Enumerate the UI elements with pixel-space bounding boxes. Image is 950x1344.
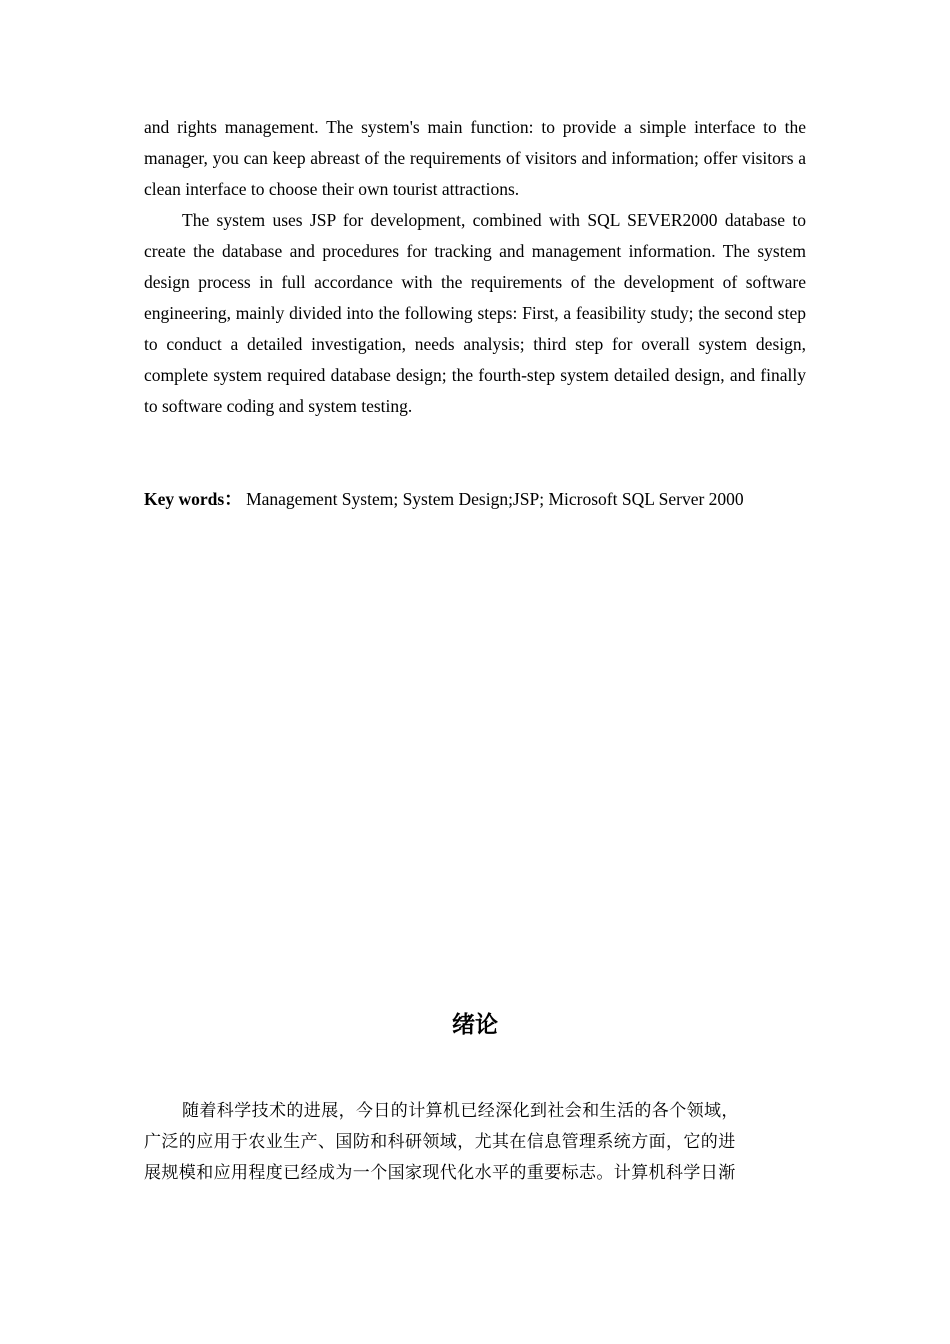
keywords-label: Key words： <box>144 489 242 509</box>
intro-line-1: 随着科学技术的进展，今日的计算机已经深化到社会和生活的各个领域， <box>182 1101 739 1121</box>
intro-line-3: 展规模和应用程度已经成为一个国家现代化水平的重要标志。计算机科学日渐 <box>144 1163 736 1183</box>
keywords-text: Management System; System Design;JSP; Microsoft SQL Server 2000 <box>241 489 744 509</box>
abstract-paragraph-1: and rights management. The system's main function: to provide a simple interface to the manager, you can keep abreast of the requirements of visitors and information; offer visitors a clean interface to choose their own tourist attractions. <box>144 117 806 199</box>
abstract-paragraph-2: The system uses JSP for development, combined with SQL SEVER2000 database to create the database and procedures for tracking and management information. The system design process in full accordance with the requirements of the development of software engineering, mainly divided into the following steps: First, a feasibility study; the second step to conduct a detailed investigation, needs analysis; third step for overall system design, complete system required database design; the fourth-step system detailed design, and finally to software coding and system testing. <box>144 210 806 416</box>
chapter-title: 绪论 <box>452 1012 498 1038</box>
keywords-line <box>144 484 844 515</box>
intro-line-2: 广泛的应用于农业生产、国防和科研领域，尤其在信息管理系统方面，它的进 <box>144 1132 736 1152</box>
